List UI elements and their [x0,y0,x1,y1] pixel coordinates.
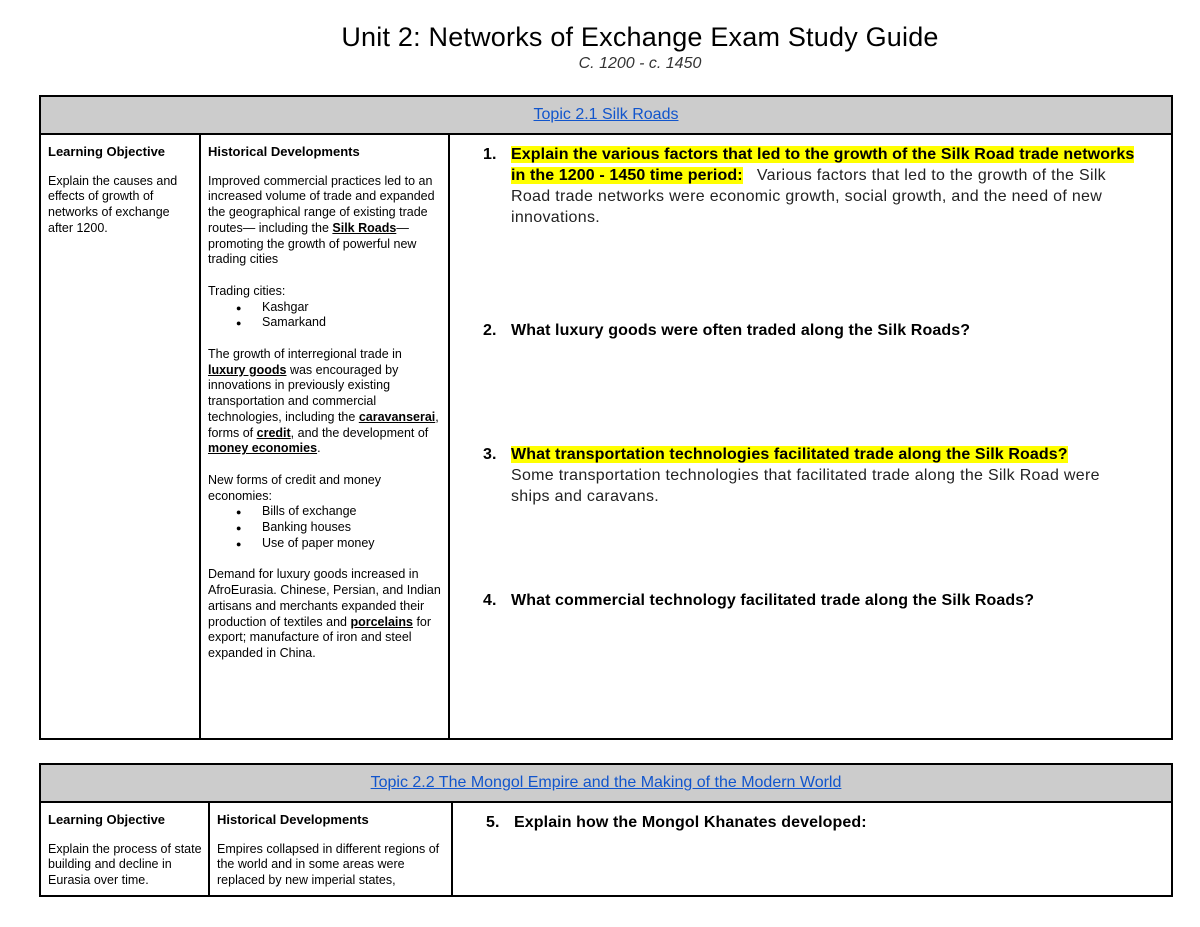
learning-objective-text: Explain the process of state building and decline in Eurasia over time. [48,841,202,888]
list-item: ● Banking houses [262,520,442,536]
questions-cell [449,134,1172,739]
question-5[interactable]: 5. Explain how the Mongol Khanates developed: [486,814,867,831]
topic-2-2-table [39,763,1173,897]
question-text: What luxury goods were often traded along the Silk Roads? [511,322,971,339]
development-paragraph: Demand for luxury goods increased in AfroEurasia. Chinese, Persian, and Indian artisans and merchants expanded their production of textiles and porcelains for export; manufacture of iron and steel expanded in China. [208,567,441,660]
question-2[interactable]: 2. What luxury goods were often traded along the Silk Roads? [483,322,971,339]
list-item: ● Use of paper money [262,536,442,552]
learning-objective-label: Learning Objective [48,144,166,159]
key-term: Silk Roads [332,220,397,235]
question-text: Explain the various factors that led to the growth of the Silk Road trade networks in the 1200 - 1450 time period: [511,146,1135,184]
topic-2-1-table [39,95,1173,740]
topic-2-2-link[interactable]: Topic 2.2 The Mongol Empire and the Making of the Modern World [370,774,842,791]
question-1[interactable]: 1. Explain the various factors that led to the growth of the Silk Road trade networks in the 1200 - 1450 time period: Various factors that led to the growth of the Silk Road trade networks were economic growth, social growth, and the need of new innovations. [483,146,1135,226]
historical-developments-label: Historical Developments [208,144,360,159]
development-paragraph: Improved commercial practices led to an increased volume of trade and expanded the geographical range of existing trade routes— including the Silk Roads—promoting the growth of powerful new trading cities [208,173,435,267]
list-item: ● Bills of exchange [262,504,442,520]
document-subtitle: C. 1200 - c. 1450 [578,55,702,72]
credit-list [208,504,442,551]
questions-cell [452,802,1172,896]
key-term: money economies [208,441,318,456]
historical-developments-cell [200,134,449,739]
learning-objective-cell [40,802,209,896]
question-4[interactable]: 4. What commercial technology facilitated trade along the Silk Roads? [483,592,1035,609]
historical-developments-label: Historical Developments [217,812,369,827]
question-3[interactable]: 3. What transportation technologies facilitated trade along the Silk Roads? Some transportation technologies that facilitated trade along the Silk Road were ships and caravans. [483,446,1100,505]
learning-objective-text: Explain the causes and effects of growth of networks of exchange after 1200. [48,173,178,235]
document-title: Unit 2: Networks of Exchange Exam Study Guide [341,22,939,52]
trading-cities-list [208,300,442,331]
list-item: ● Samarkand [262,315,442,331]
historical-developments-cell [209,802,452,896]
key-term: luxury goods [208,362,287,377]
answer-text: Various factors that led to the growth of the Silk Road trade networks were economic growth, social growth, and the need of new innovations. [511,167,1106,226]
key-term: credit [256,425,291,440]
development-paragraph: The growth of interregional trade in luxury goods was encouraged by innovations in previously existing transportation and commercial technologies, including the caravanserai, forms of credit, and the development of money economies. [208,347,439,456]
key-term: porcelains [350,614,413,629]
question-text: What transportation technologies facilitated trade along the Silk Roads? [511,446,1068,463]
learning-objective-label: Learning Objective [48,812,166,827]
topic-header [40,96,1172,134]
learning-objective-cell [40,134,200,739]
trading-cities-label: Trading cities: [208,283,286,298]
question-text: What commercial technology facilitated trade along the Silk Roads? [511,592,1035,609]
topic-2-1-link[interactable]: Topic 2.1 Silk Roads [533,106,679,123]
development-paragraph: Empires collapsed in different regions of the world and in some areas were replaced by new imperial states, [217,841,440,888]
key-term: caravanserai [358,409,436,424]
credit-label: New forms of credit and money economies: [208,472,381,503]
topic-header [40,764,1172,802]
answer-text: Some transportation technologies that facilitated trade along the Silk Road were ships and caravans. [511,467,1100,505]
question-text: Explain how the Mongol Khanates developed: [514,814,867,831]
list-item: ● Kashgar [262,300,442,316]
